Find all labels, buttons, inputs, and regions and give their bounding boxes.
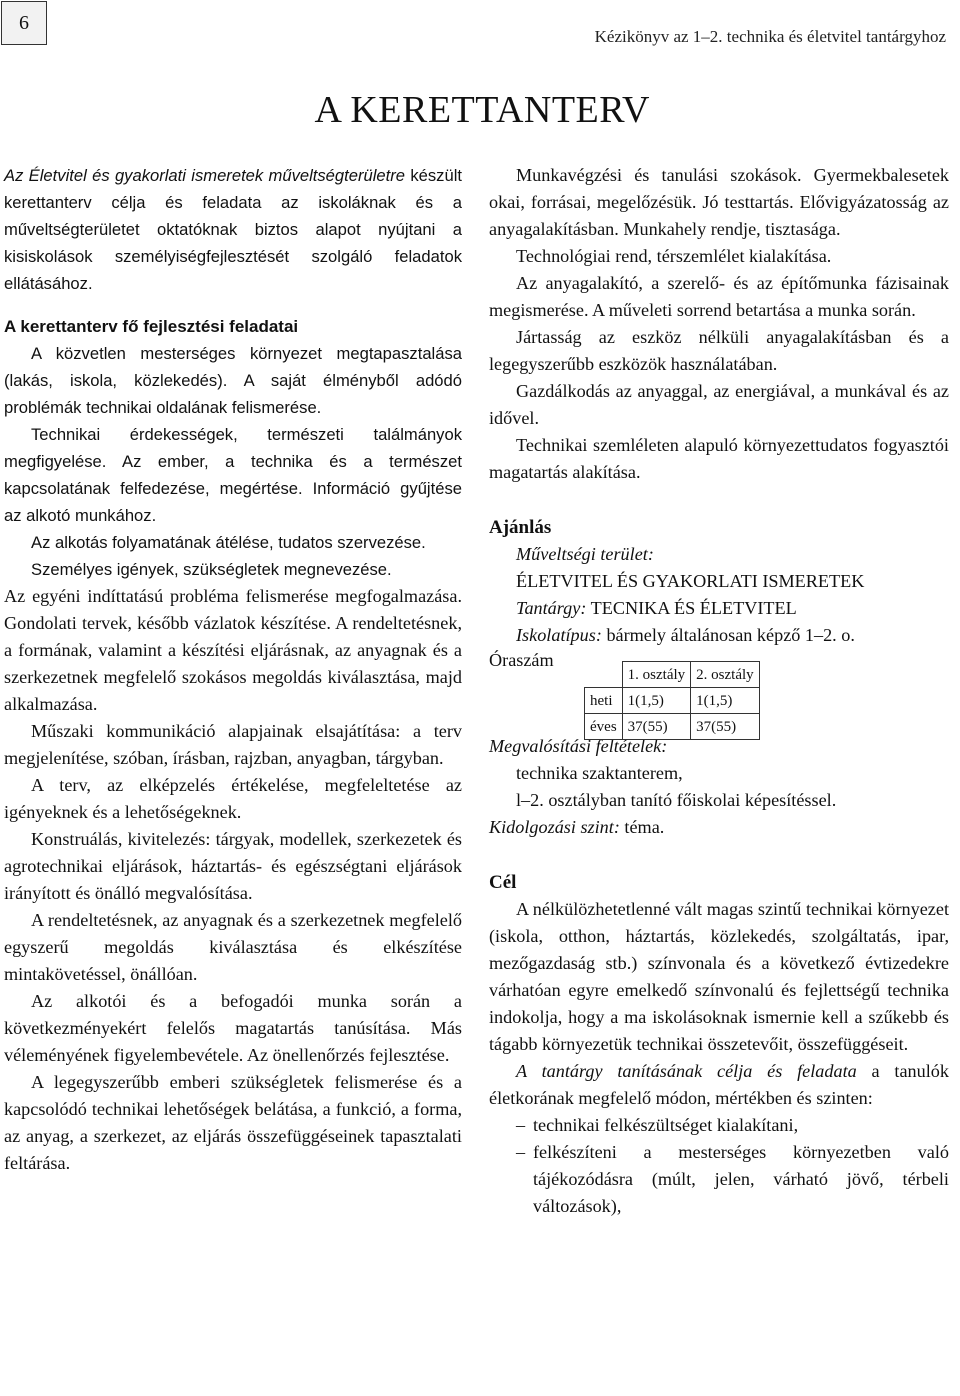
paragraph: Jártasság az eszköz nélküli anyagalakításban és a legegyszerűbb eszközök használatában. xyxy=(489,327,949,374)
table-header-row xyxy=(585,662,760,688)
paragraph: Munkavégzési és tanulási szokások. Gyermekbalesetek okai, forrásai, megelőzésük. Jó testtartás. Elővigyázatosság az anyagalakításban. Munkahely rendje, tisztasága. xyxy=(489,165,949,239)
table-header-cell: 1. osztály xyxy=(622,662,691,688)
ajanlas-heading: Ajánlás xyxy=(489,517,552,538)
paragraph: Konstruálás, kivitelezés: tárgyak, modellek, szerkezetek és agrotechnikai eljárások, háztartás- és egészségtani eljárások irányított és önálló megvalósítása. xyxy=(4,829,462,903)
table-header-cell: 2. osztály xyxy=(691,662,760,688)
paragraph: A terv, az elképzelés értékelése, megfeleltetése az igényeknek és a lehetőségeknek. xyxy=(4,775,462,822)
goal-item: A közvetlen mesterséges környezet megtapasztalása (lakás, iskola, közlekedés). A saját élményből adódó problémák technikai oldalának felismerése. xyxy=(4,344,462,417)
intro-rest: készült kerettanterv célja és feladata az iskoláknak és a műveltségterületet oktatóknak biztos alapot nyújtani a kisiskolások személyiségfejlesztését szolgáló feladatok ellátásához. xyxy=(4,166,462,293)
megvalositasi-line: l–2. osztályban tanító főiskolai képesítéssel. xyxy=(516,790,837,810)
left-column xyxy=(4,162,462,1177)
intro-italic: Az Életvitel és gyakorlati ismeretek műveltségterületre xyxy=(4,166,406,185)
tantargy-line: Tantárgy: TECNIKA ÉS ÉLETVITEL xyxy=(516,598,797,618)
table-row xyxy=(585,688,760,714)
goal-item: Technikai érdekességek, természeti találmányok megfigyelése. Az ember, a technika és a természet kapcsolatának felfedezése, megértése. Információ gyűjtése az alkotó munkához. xyxy=(4,425,462,525)
megvalositasi-label: Megvalósítási feltételek: xyxy=(489,736,668,756)
muveltsegi-value: ÉLETVITEL ÉS GYAKORLATI ISMERETEK xyxy=(516,571,865,591)
oraszam-label: Óraszám xyxy=(489,650,554,670)
section-heading: A kerettanterv fő fejlesztési feladatai xyxy=(4,317,299,336)
paragraph: A nélkülözhetetlenné vált magas szintű technikai környezet (iskola, otthon, háztartás, közlekedés, szolgáltatás, ipar, mezőgazdaság stb.) színvonala és a következő évtizedekre várhatóan egyre emelkedő színvonalú és fejlettségű technika indokolja, hogy a ma iskolásoknak ismernie kell a szűkebb és tágabb környezetük technikai összetevőit, összefüggéseit. xyxy=(489,899,949,1054)
running-header: Kézikönyv az 1–2. technika és életvitel tantárgyhoz xyxy=(594,27,946,46)
intro-paragraph xyxy=(4,162,462,297)
list-item: – technikai felkészültséget kialakítani, xyxy=(516,1115,799,1135)
oraszam-block xyxy=(489,649,949,733)
table-row xyxy=(585,714,760,740)
megvalositasi-line: technika szaktanterem, xyxy=(516,763,683,783)
table-cell: heti xyxy=(585,688,623,714)
right-column xyxy=(489,162,949,1220)
paragraph: A tantárgy tanításának célja és feladata a tanulók életkorának megfelelő módon, mértékben és szinten: xyxy=(489,1061,949,1108)
table-cell: 1(1,5) xyxy=(622,688,691,714)
table-cell: 1(1,5) xyxy=(691,688,760,714)
paragraph: Műszaki kommunikáció alapjainak elsajátítása: a terv megjelenítése, szóban, írásban, rajzban, anyagban, tárgyban. xyxy=(4,721,462,768)
paragraph: A rendeltetésnek, az anyagnak és a szerkezetnek megfelelő egyszerű megoldás kiválasztása és elkészítése mintakövetéssel, önállóan. xyxy=(4,910,462,984)
paragraph: Technológiai rend, térszemlélet kialakítása. xyxy=(516,246,832,266)
paragraph: Az egyéni indíttatású probléma felismerése megfogalmazása. Gondolati tervek, később vázlatok készítése. A rendeltetésnek, a formának, valamint a készítési eljárásnak, az anyagnak és a szerkezetnek megfelelő szokásos megoldás kiválasztása, majd alkalmazása. xyxy=(4,586,462,714)
table-cell: éves xyxy=(585,714,623,740)
kidolgozasi-line: Kidolgozási szint: téma. xyxy=(489,817,665,837)
page-number-text: 6 xyxy=(19,11,29,34)
goal-item: Személyes igények, szükségletek megnevezése. xyxy=(31,560,392,579)
muveltsegi-label: Műveltségi terület: xyxy=(516,544,654,564)
paragraph: Technikai szemléleten alapuló környezettudatos fogyasztói magatartás alakítása. xyxy=(489,435,949,482)
goal-item: Az alkotás folyamatának átélése, tudatos szervezése. xyxy=(31,533,426,552)
page-number xyxy=(1,1,47,45)
table-cell: 37(55) xyxy=(691,714,760,740)
hours-table xyxy=(584,661,760,740)
list-item: – felkészíteni a mesterséges környezetben való tájékozódásra (múlt, jelen, várható jövő, térbeli változások), xyxy=(516,1142,949,1216)
paragraph: Gazdálkodás az anyaggal, az energiával, a munkával és az idővel. xyxy=(489,381,949,428)
table-cell: 37(55) xyxy=(622,714,691,740)
paragraph: Az anyagalakító, a szerelő- és az építőmunka fázisainak megismerése. A műveleti sorrend betartása a munka során. xyxy=(489,273,949,320)
page-title: A KERETTANTERV xyxy=(314,89,650,131)
paragraph: A legegyszerűbb emberi szükségletek felismerése és a kapcsolódó technikai lehetőségek belátása, a funkció, a forma, az anyag, a szerkezet, az eljárás összefüggéseinek tapasztalati feltárása. xyxy=(4,1072,462,1173)
iskolatipus-line: Iskolatípus: bármely általánosan képző 1–2. o. xyxy=(516,625,855,645)
paragraph: Az alkotói és a befogadói munka során a következményekért felelős magatartás tanúsítása. Más véleményének figyelembevétele. Az önellenőrzés fejlesztése. xyxy=(4,991,462,1065)
cel-heading: Cél xyxy=(489,872,517,893)
